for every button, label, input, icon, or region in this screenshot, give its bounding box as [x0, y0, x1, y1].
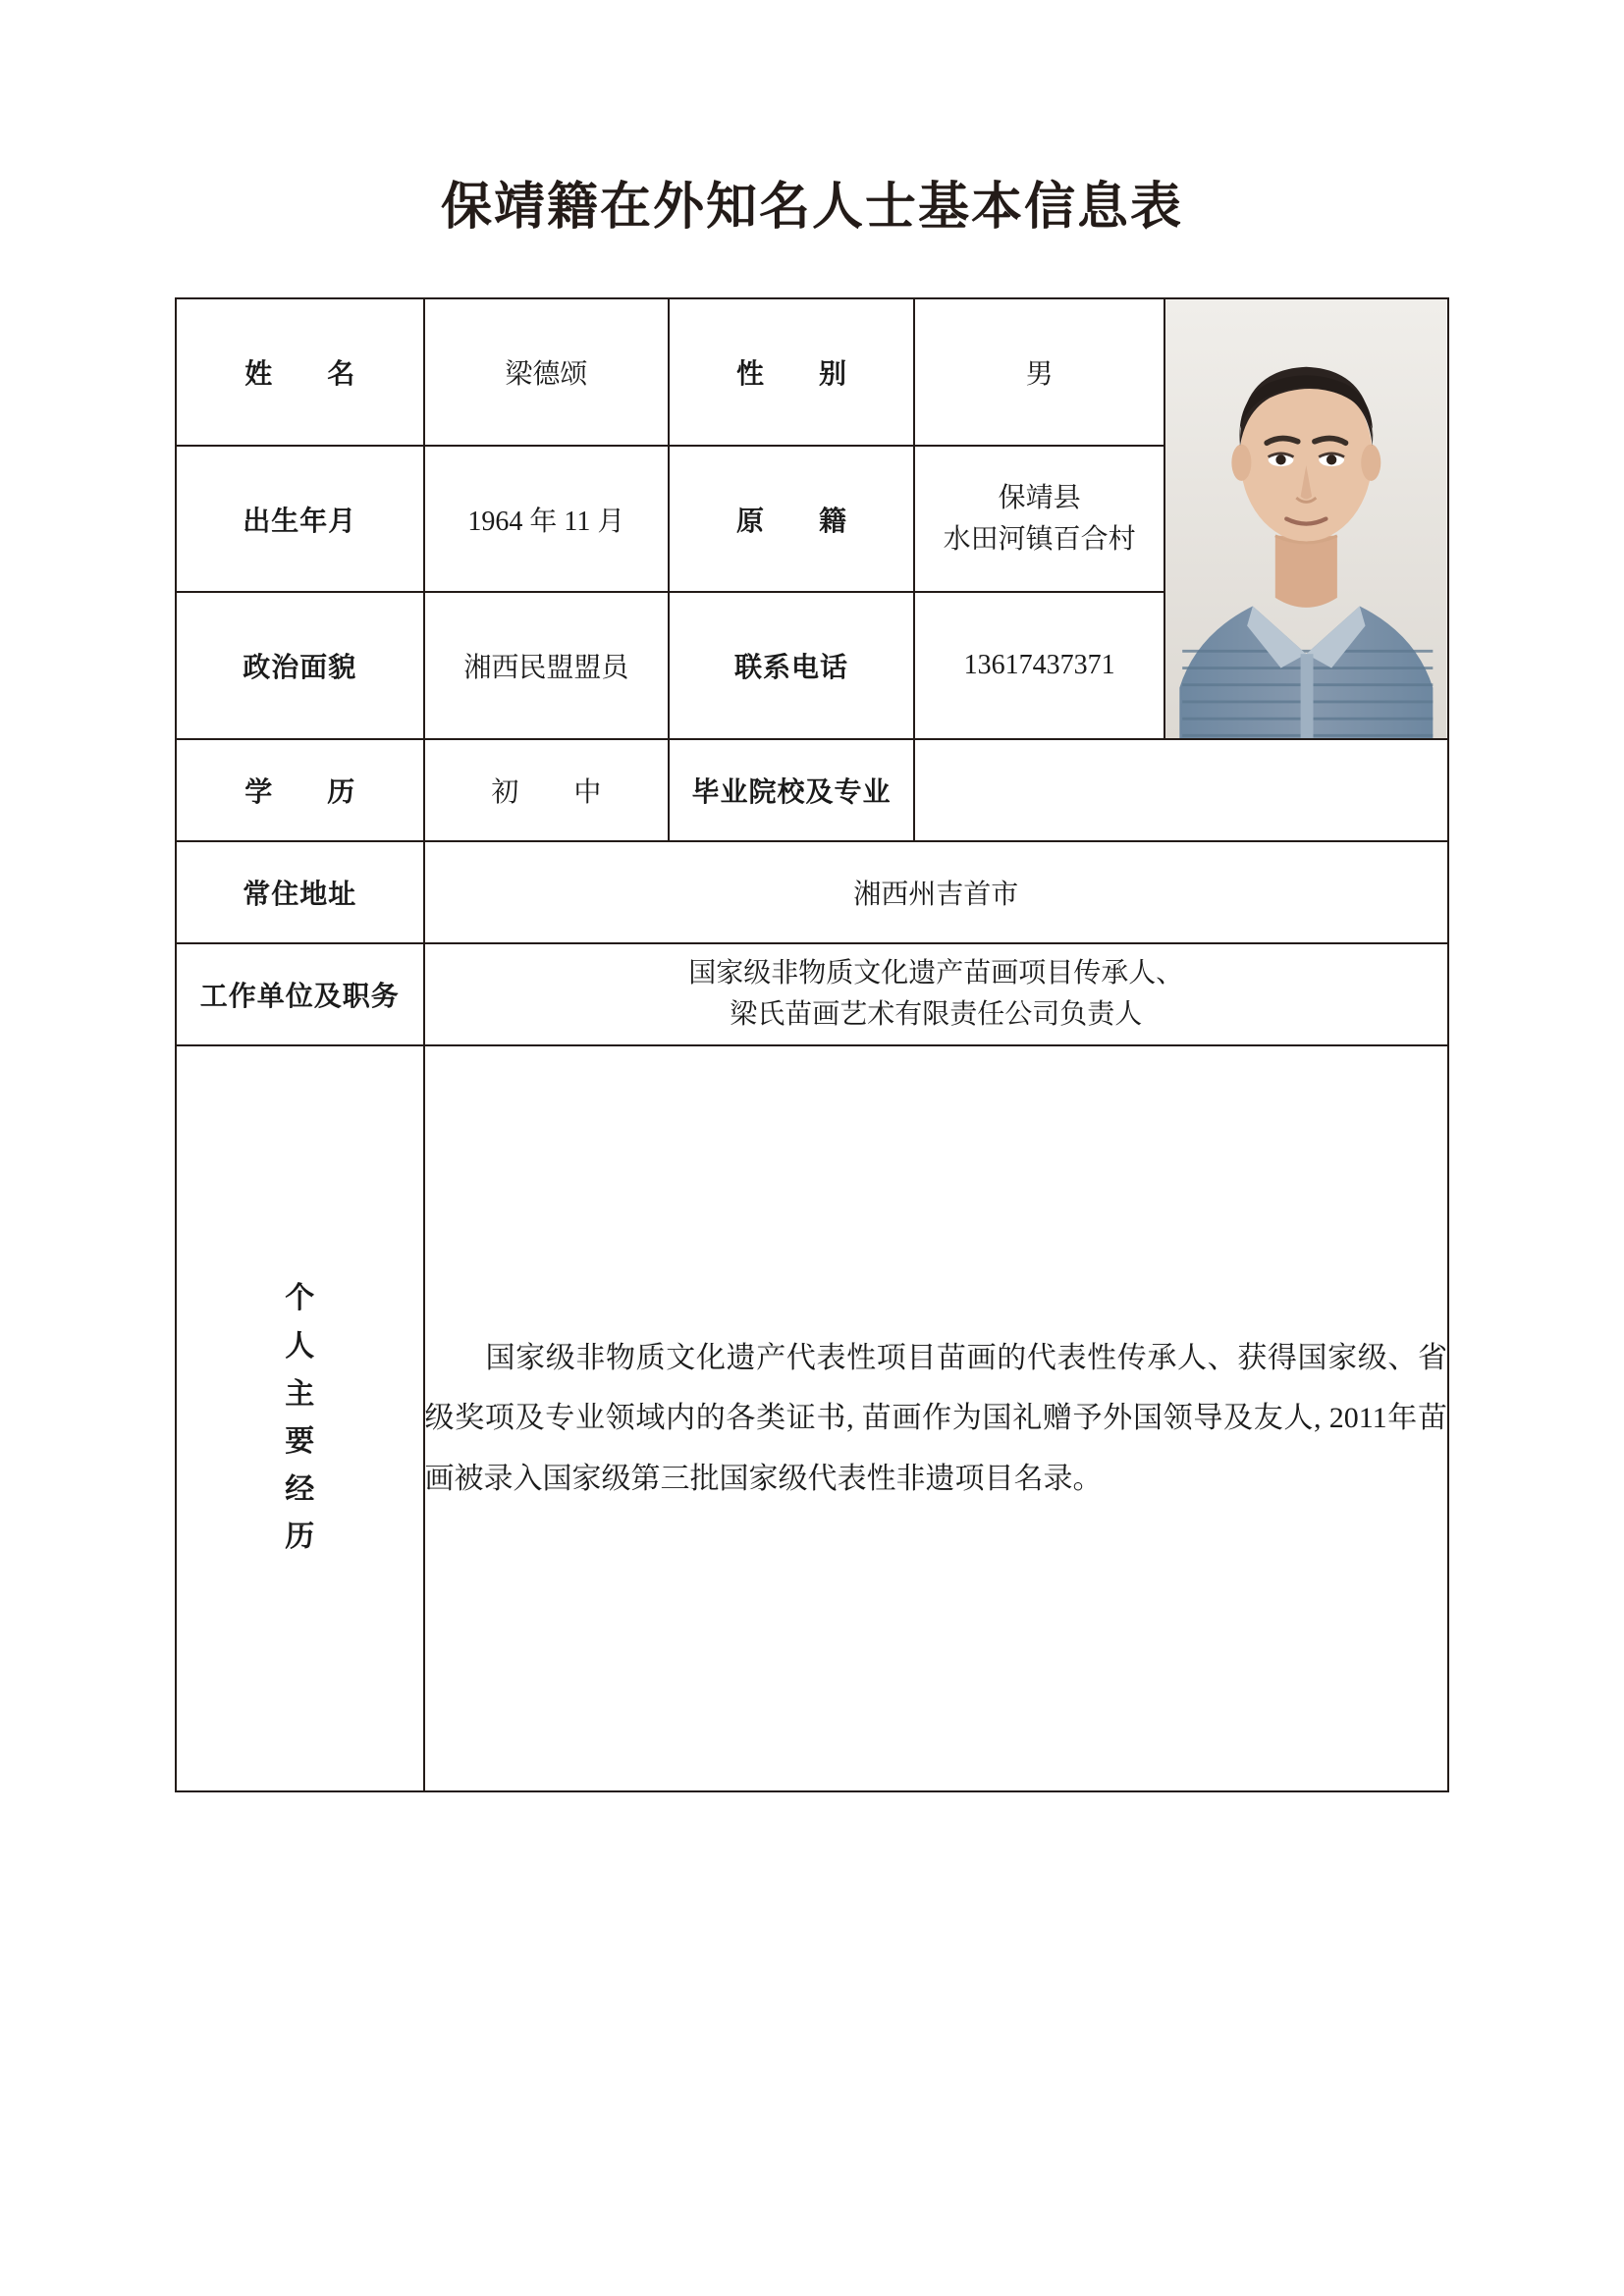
value-work-unit-line1: 国家级非物质文化遗产苗画项目传承人、	[688, 958, 1184, 989]
value-phone: 13617437371	[914, 592, 1164, 739]
value-address: 湘西州吉首市	[424, 841, 1448, 943]
label-political-status: 政治面貌	[176, 592, 424, 739]
label-experience-cell	[176, 1045, 424, 1791]
label-phone: 联系电话	[669, 592, 914, 739]
table-row-work	[176, 943, 1448, 1045]
label-work-unit: 工作单位及职务	[176, 943, 424, 1045]
value-native-place	[914, 446, 1164, 593]
value-school-major	[914, 739, 1448, 841]
value-name: 梁德颂	[424, 298, 670, 446]
value-experience: 国家级非物质文化遗产代表性项目苗画的代表性传承人、获得国家级、省级奖项及专业领域内的各类证书, 苗画作为国礼赠予外国领导及友人, 2011年苗画被录入国家级第三批国家级代表性非遗项目名录。	[424, 1341, 1447, 1495]
value-birth-date: 1964 年 11 月	[424, 446, 670, 593]
person-info-table	[175, 297, 1449, 1792]
value-education: 初 中	[424, 739, 670, 841]
value-native-place-line1: 保靖县	[998, 482, 1081, 513]
label-address: 常住地址	[176, 841, 424, 943]
label-native-place: 原 籍	[669, 446, 914, 593]
value-political-status: 湘西民盟盟员	[424, 592, 670, 739]
label-name: 姓 名	[176, 298, 424, 446]
portrait-photo	[1165, 299, 1447, 738]
portrait-photo-image	[1165, 299, 1447, 738]
value-work-unit	[424, 943, 1448, 1045]
label-school-major: 毕业院校及专业	[669, 739, 914, 841]
value-native-place-line2: 水田河镇百合村	[943, 523, 1136, 555]
label-gender: 性 别	[669, 298, 914, 446]
label-education: 学 历	[176, 739, 424, 841]
portrait-photo-cell	[1164, 298, 1448, 739]
table-row-address	[176, 841, 1448, 943]
table-row-name	[176, 298, 1448, 446]
value-experience-cell	[424, 1045, 1448, 1791]
page-title: 保靖籍在外知名人士基本信息表	[440, 180, 1183, 236]
label-experience: 个 人 主 要 经 历	[285, 1282, 315, 1554]
label-birth-date: 出生年月	[176, 446, 424, 593]
table-row-education	[176, 739, 1448, 841]
value-gender: 男	[914, 298, 1164, 446]
value-work-unit-line2: 梁氏苗画艺术有限责任公司负责人	[730, 999, 1143, 1031]
table-row-experience	[176, 1045, 1448, 1791]
